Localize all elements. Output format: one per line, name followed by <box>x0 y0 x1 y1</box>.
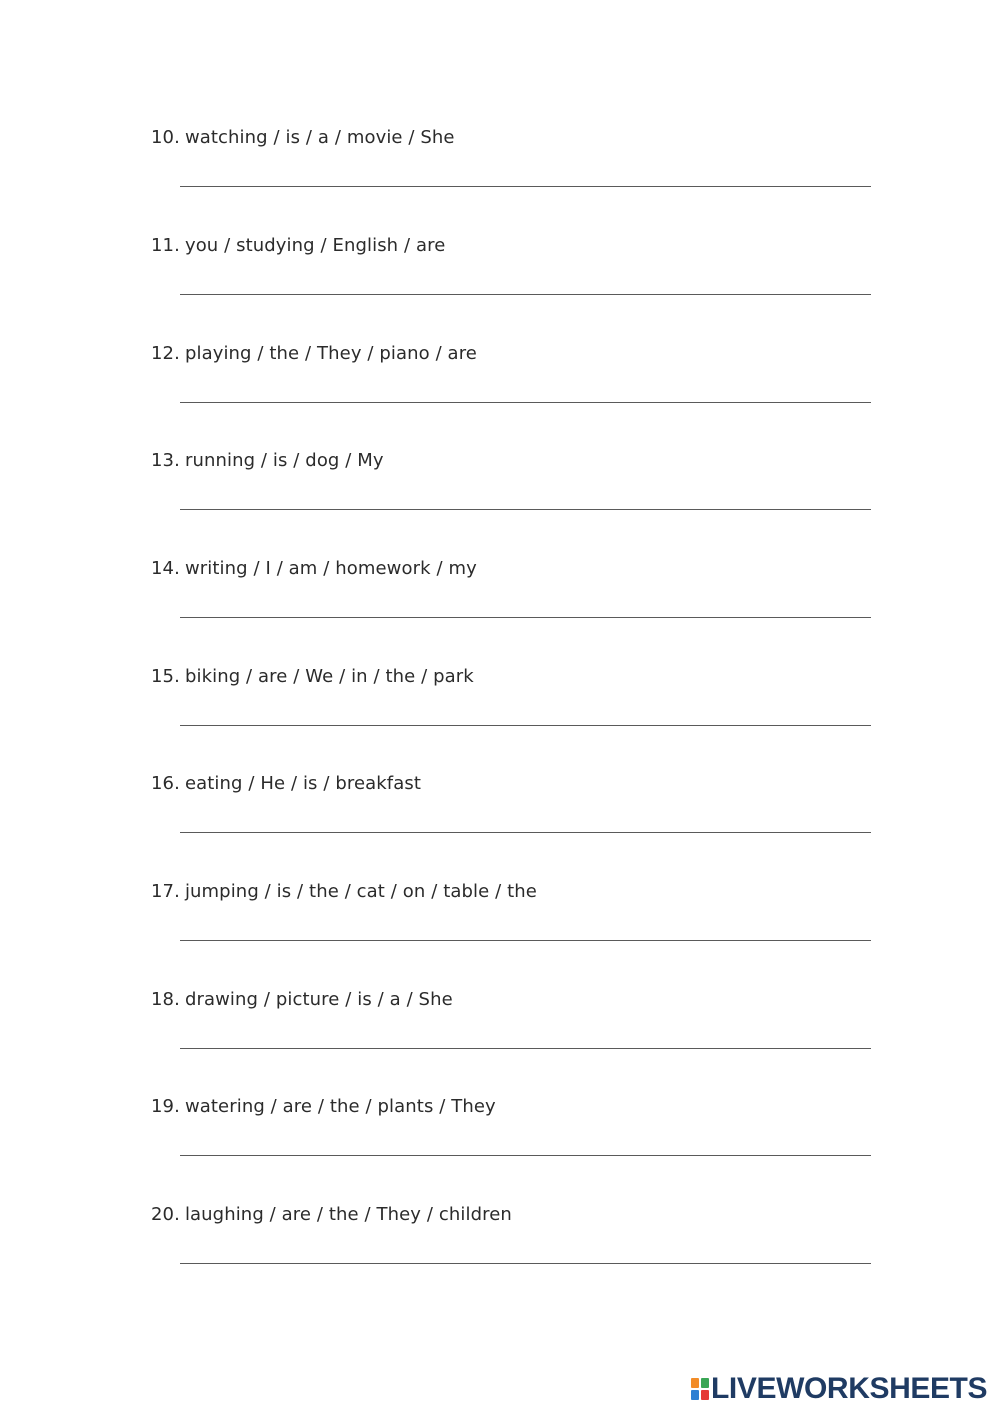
answer-line[interactable] <box>180 617 871 618</box>
question-prompt <box>151 1096 496 1118</box>
question-prompt <box>151 235 445 257</box>
answer-line[interactable] <box>180 1048 871 1049</box>
question-number: 20. <box>151 1204 180 1225</box>
answer-line[interactable] <box>180 186 871 187</box>
question-words: eating / He / is / breakfast <box>184 773 422 794</box>
question-prompt <box>151 989 453 1011</box>
question-words: jumping / is / the / cat / on / table / the <box>184 881 537 902</box>
question-17 <box>0 881 999 989</box>
question-words: running / is / dog / My <box>184 450 384 471</box>
question-prompt <box>151 666 474 688</box>
question-words: writing / I / am / homework / my <box>184 558 477 579</box>
brand-name: LIVEWORKSHEETS <box>711 1372 988 1405</box>
question-prompt <box>151 558 477 580</box>
question-prompt <box>151 773 421 795</box>
question-number: 12. <box>151 343 180 364</box>
question-number: 13. <box>151 450 180 471</box>
question-20 <box>0 1204 999 1312</box>
question-number: 19. <box>151 1096 180 1117</box>
answer-line[interactable] <box>180 1263 871 1264</box>
liveworksheets-logo-icon <box>690 1377 710 1401</box>
question-number: 17. <box>151 881 180 902</box>
question-words: biking / are / We / in / the / park <box>184 666 474 687</box>
question-16 <box>0 773 999 881</box>
answer-line[interactable] <box>180 509 871 510</box>
question-words: you / studying / English / are <box>184 235 446 256</box>
question-10 <box>0 127 999 235</box>
question-prompt <box>151 343 477 365</box>
question-number: 15. <box>151 666 180 687</box>
question-words: playing / the / They / piano / are <box>184 343 477 364</box>
question-number: 14. <box>151 558 180 579</box>
question-13 <box>0 450 999 558</box>
question-words: watching / is / a / movie / She <box>184 127 455 148</box>
question-12 <box>0 343 999 451</box>
question-words: watering / are / the / plants / They <box>184 1096 496 1117</box>
question-14 <box>0 558 999 666</box>
question-number: 11. <box>151 235 180 256</box>
question-19 <box>0 1096 999 1204</box>
answer-line[interactable] <box>180 402 871 403</box>
question-11 <box>0 235 999 343</box>
answer-line[interactable] <box>180 294 871 295</box>
question-prompt <box>151 450 384 472</box>
question-prompt <box>151 1204 512 1226</box>
question-prompt <box>151 127 455 149</box>
answer-line[interactable] <box>180 940 871 941</box>
question-18 <box>0 989 999 1097</box>
question-words: drawing / picture / is / a / She <box>184 989 453 1010</box>
question-15 <box>0 666 999 774</box>
question-words: laughing / are / the / They / children <box>184 1204 512 1225</box>
question-number: 10. <box>151 127 180 148</box>
question-number: 18. <box>151 989 180 1010</box>
answer-line[interactable] <box>180 832 871 833</box>
liveworksheets-brand <box>690 1374 987 1404</box>
answer-line[interactable] <box>180 1155 871 1156</box>
answer-line[interactable] <box>180 725 871 726</box>
question-prompt <box>151 881 537 903</box>
question-number: 16. <box>151 773 180 794</box>
